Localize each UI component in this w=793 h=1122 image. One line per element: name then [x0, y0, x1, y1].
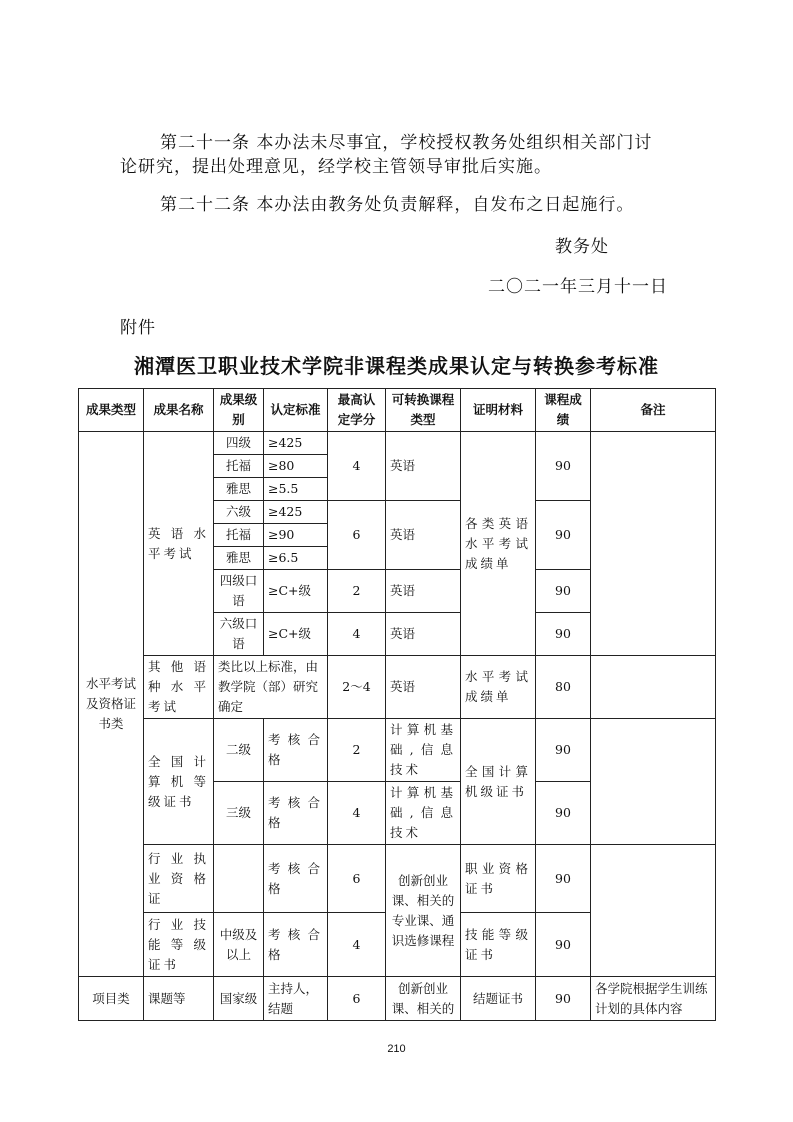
- course-cell: 计算机基础,信息技术: [386, 782, 461, 845]
- score-cell: 90: [536, 977, 591, 1021]
- name-cell: 其他语种水平考试: [144, 656, 214, 719]
- course-cell: 英语: [386, 570, 461, 613]
- table-row: [79, 656, 716, 719]
- article-22: 第二十二条 本办法由教务处负责解释，自发布之日起施行。: [160, 195, 635, 215]
- standard-cell: 类比以上标准，由教学院（部）研究确定: [214, 656, 328, 719]
- score-cell: 90: [536, 913, 591, 977]
- credit-cell: 4: [328, 432, 386, 501]
- standard-cell: ≥425: [264, 501, 328, 524]
- header-cell: 成果名称: [144, 389, 214, 432]
- standard-cell: ≥425: [264, 432, 328, 455]
- level-cell: 托福: [214, 524, 264, 547]
- header-cell: 课程成绩: [536, 389, 591, 432]
- level-cell: 六级: [214, 501, 264, 524]
- proof-cell: 职业资格证书: [461, 845, 536, 913]
- credit-cell: 2～4: [328, 656, 386, 719]
- level-cell: 中级及以上: [214, 913, 264, 977]
- level-cell: 雅思: [214, 547, 264, 570]
- standard-cell: 考核合格: [264, 913, 328, 977]
- name-cell: 全国计算机等级证书: [144, 719, 214, 845]
- level-cell: 雅思: [214, 478, 264, 501]
- proof-cell: 各类英语水平考试成绩单: [461, 432, 536, 656]
- level-cell: 托福: [214, 455, 264, 478]
- note-cell: [591, 719, 716, 845]
- level-cell: [214, 845, 264, 913]
- page-number: 210: [387, 1043, 406, 1055]
- header-cell: 备注: [591, 389, 716, 432]
- attachment-label: 附件: [120, 318, 156, 338]
- score-cell: 90: [536, 719, 591, 782]
- conversion-standard-table: [78, 388, 716, 1021]
- proof-cell: 技能等级证书: [461, 913, 536, 977]
- course-cell: 英语: [386, 613, 461, 656]
- proof-cell: 水平考试成绩单: [461, 656, 536, 719]
- standard-cell: ≥6.5: [264, 547, 328, 570]
- course-cell: 英语: [386, 656, 461, 719]
- standard-cell: ≥80: [264, 455, 328, 478]
- article-21-line1: 第二十一条 本办法未尽事宜，学校授权教务处组织相关部门讨: [160, 133, 653, 153]
- table-row: [79, 432, 716, 455]
- course-cell: 创新创业课、相关的专业课、通识选修课程: [386, 845, 461, 977]
- credit-cell: 2: [328, 719, 386, 782]
- standard-cell: ≥C+级: [264, 570, 328, 613]
- type-cell: 项目类: [79, 977, 144, 1021]
- course-cell: 英语: [386, 501, 461, 570]
- header-cell: 成果级别: [214, 389, 264, 432]
- credit-cell: 6: [328, 845, 386, 913]
- table-row: [79, 977, 716, 1021]
- standard-cell: ≥5.5: [264, 478, 328, 501]
- name-cell: 行业执业资格证: [144, 845, 214, 913]
- note-cell: 各学院根据学生训练计划的具体内容: [591, 977, 716, 1021]
- signer: 教务处: [555, 237, 609, 257]
- credit-cell: 4: [328, 613, 386, 656]
- header-cell: 认定标准: [264, 389, 328, 432]
- course-cell: 创新创业课、相关的: [386, 977, 461, 1021]
- standard-cell: ≥90: [264, 524, 328, 547]
- name-cell: 英语水平考试: [144, 432, 214, 656]
- level-cell: 四级: [214, 432, 264, 455]
- table-header-row: [79, 389, 716, 432]
- type-cell: 水平考试及资格证书类: [79, 432, 144, 977]
- proof-cell: 全国计算机级证书: [461, 719, 536, 845]
- level-cell: 四级口语: [214, 570, 264, 613]
- note-cell: [591, 845, 716, 977]
- level-cell: 三级: [214, 782, 264, 845]
- table-row: [79, 845, 716, 913]
- name-cell: 课题等: [144, 977, 214, 1021]
- table-row: [79, 719, 716, 782]
- score-cell: 90: [536, 613, 591, 656]
- credit-cell: 6: [328, 977, 386, 1021]
- score-cell: 90: [536, 782, 591, 845]
- credit-cell: 2: [328, 570, 386, 613]
- header-cell: 成果类型: [79, 389, 144, 432]
- header-cell: 可转换课程类型: [386, 389, 461, 432]
- note-cell: [591, 432, 716, 656]
- course-cell: 计算机基础,信息技术: [386, 719, 461, 782]
- header-cell: 证明材料: [461, 389, 536, 432]
- date: 二〇二一年三月十一日: [488, 277, 668, 297]
- credit-cell: 6: [328, 501, 386, 570]
- header-cell: 最高认定学分: [328, 389, 386, 432]
- table-title: 湘潭医卫职业技术学院非课程类成果认定与转换参考标准: [134, 354, 659, 378]
- standard-cell: 考核合格: [264, 782, 328, 845]
- score-cell: 90: [536, 845, 591, 913]
- score-cell: 90: [536, 501, 591, 570]
- proof-cell: 结题证书: [461, 977, 536, 1021]
- article-21-line2: 论研究，提出处理意见，经学校主管领导审批后实施。: [120, 157, 552, 177]
- standard-cell: 考核合格: [264, 719, 328, 782]
- credit-cell: 4: [328, 913, 386, 977]
- name-cell: 行业技能等级证书: [144, 913, 214, 977]
- score-cell: 90: [536, 570, 591, 613]
- score-cell: 80: [536, 656, 591, 719]
- level-cell: 六级口语: [214, 613, 264, 656]
- level-cell: 二级: [214, 719, 264, 782]
- credit-cell: 4: [328, 782, 386, 845]
- note-cell: [591, 656, 716, 719]
- standard-cell: 主持人，结题: [264, 977, 328, 1021]
- level-cell: 国家级: [214, 977, 264, 1021]
- course-cell: 英语: [386, 432, 461, 501]
- standard-cell: 考核合格: [264, 845, 328, 913]
- score-cell: 90: [536, 432, 591, 501]
- standard-cell: ≥C+级: [264, 613, 328, 656]
